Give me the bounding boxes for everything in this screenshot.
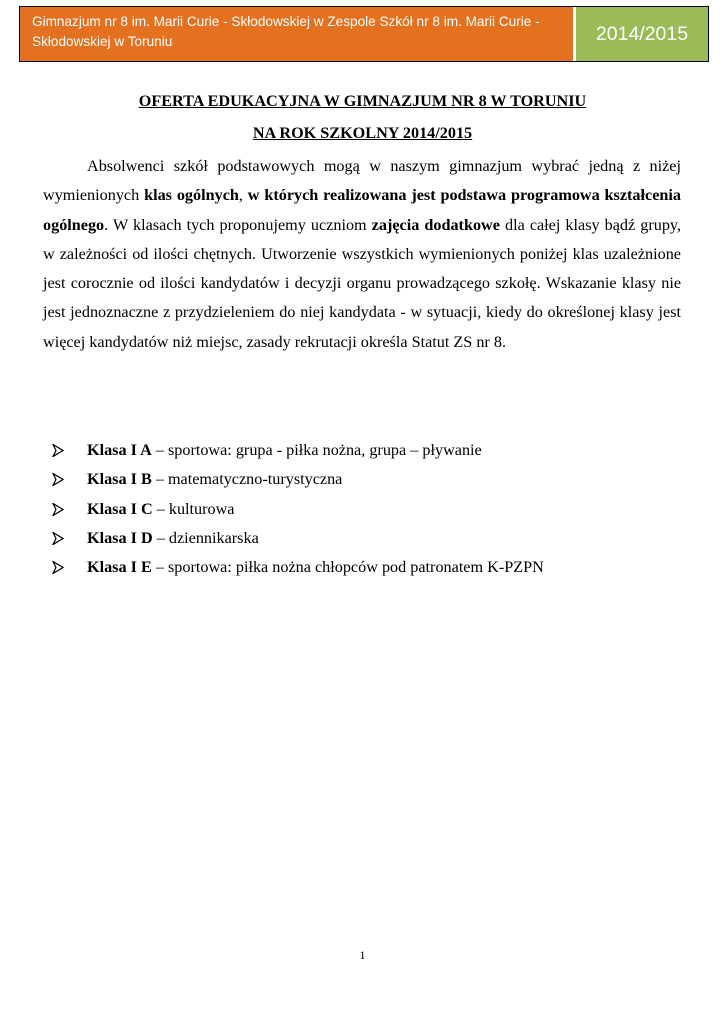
arrow-bullet-icon bbox=[52, 444, 64, 457]
class-description: – dziennikarska bbox=[152, 528, 259, 547]
class-name: Klasa I A bbox=[87, 441, 152, 459]
class-list-item bbox=[43, 436, 683, 465]
page-number: 1 bbox=[359, 948, 366, 962]
header-year: 2014/2015 bbox=[573, 7, 708, 61]
class-list-item bbox=[43, 524, 683, 553]
class-list-item bbox=[43, 553, 683, 582]
class-list-item bbox=[43, 495, 683, 524]
document-title-line-1: OFERTA EDUKACYJNA W GIMNAZJUM NR 8 W TORUNIU bbox=[138, 92, 587, 110]
class-name: Klasa I C bbox=[87, 499, 153, 518]
intro-text-4: dla całej klasy bądź grupy, w zależności od ilości chętnych. Utworzenie wszystkich wymienionych poniżej klas uzależnione jest corocznie od ilości kandydatów i decyzji organu prowadzącego szkołę. Wskazanie klasy nie jest jednoznaczne z przydzieleniem do niej kandydata - w sytuacji, kiedy do określonej klasy jest więcej kandydatów niż miejsc, zasady rekrutacji określa Statut ZS nr 8. bbox=[43, 215, 682, 351]
intro-paragraph bbox=[43, 152, 681, 357]
class-description: – sportowa: piłka nożna chłopców pod patronatem K-PZPN bbox=[151, 558, 544, 577]
class-list bbox=[43, 436, 683, 582]
intro-bold-3: zajęcia dodatkowe bbox=[371, 215, 500, 234]
class-description: – matematyczno-turystyczna bbox=[151, 470, 343, 489]
intro-bold-1: klas ogólnych bbox=[144, 186, 239, 205]
intro-bold-2: w których realizowana jest podstawa programowa kształcenia ogólnego bbox=[43, 186, 681, 234]
intro-text-1: Absolwenci szkół podstawowych mogą w naszym gimnazjum wybrać jedną z niżej wymienionych bbox=[43, 157, 681, 205]
intro-text-2: , bbox=[238, 186, 248, 205]
class-description: – sportowa: grupa - piłka nożna, grupa – pływanie bbox=[151, 441, 482, 459]
header-school-name: Gimnazjum nr 8 im. Marii Curie - Skłodowskiej w Zespole Szkół nr 8 im. Marii Curie - Skłodowskiej w Toruniu bbox=[20, 7, 573, 61]
intro-text-3: . W klasach tych proponujemy uczniom bbox=[104, 215, 372, 234]
class-name: Klasa I D bbox=[87, 528, 153, 547]
document-title-line-2: NA ROK SZKOLNY 2014/2015 bbox=[252, 124, 473, 142]
class-list-item bbox=[43, 465, 683, 494]
arrow-bullet-icon bbox=[52, 503, 64, 516]
arrow-bullet-icon bbox=[52, 473, 64, 486]
arrow-bullet-icon bbox=[52, 561, 64, 574]
class-description: – kulturowa bbox=[152, 499, 235, 518]
arrow-bullet-icon bbox=[52, 532, 64, 545]
page-header bbox=[19, 6, 709, 62]
class-name: Klasa I E bbox=[87, 558, 152, 577]
class-name: Klasa I B bbox=[87, 470, 152, 489]
